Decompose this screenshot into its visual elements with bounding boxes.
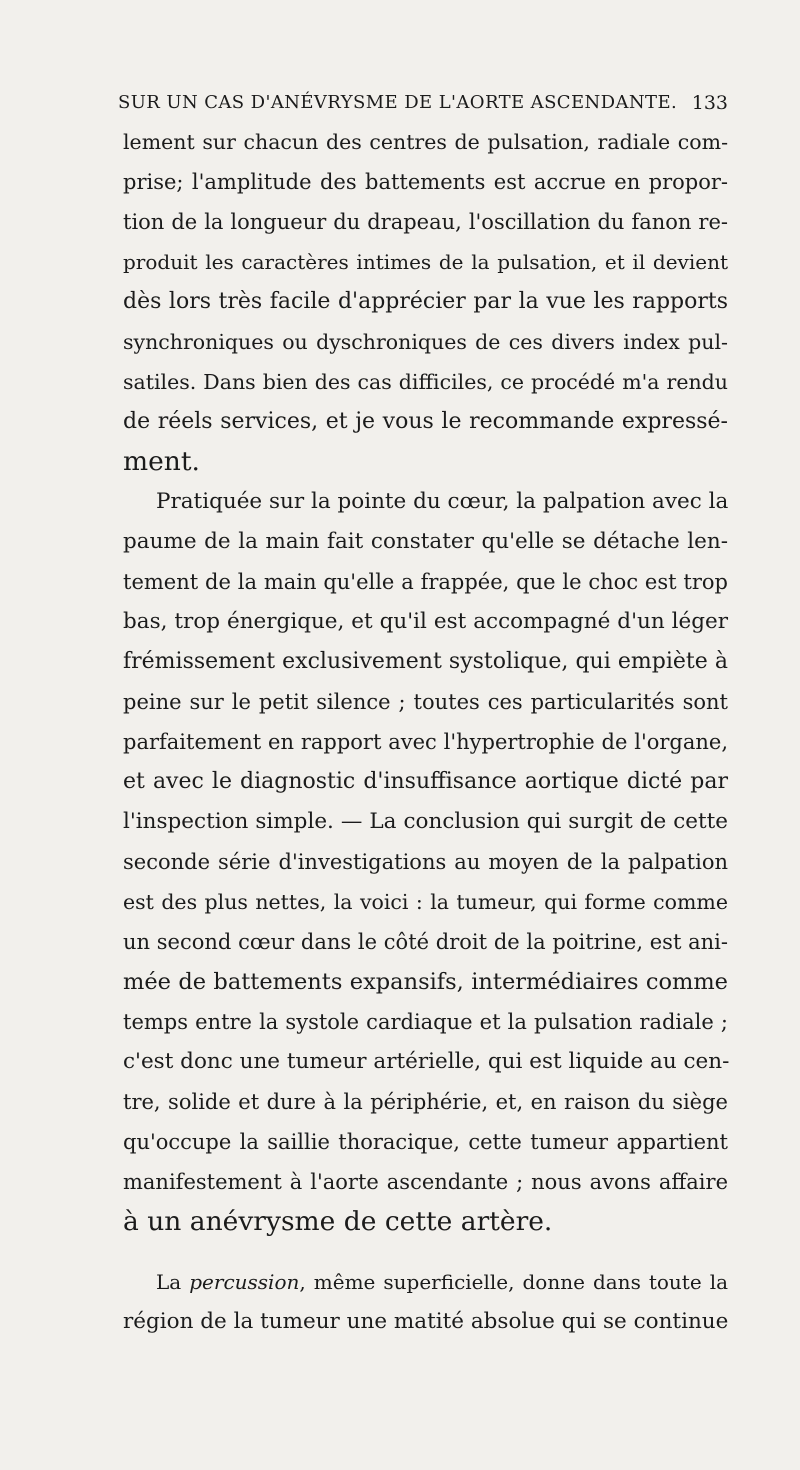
text-line: l'inspection simple. — La conclusion qui surgit de cette bbox=[123, 809, 728, 834]
text-line: tre, solide et dure à la périphérie, et, en raison du siège bbox=[123, 1090, 728, 1114]
text-line: bas, trop énergique, et qu'il est accompagné d'un léger bbox=[123, 609, 728, 634]
text-line: parfaitement en rapport avec l'hypertrophie de l'organe, bbox=[123, 730, 728, 754]
text-line: qu'occupe la saillie thoracique, cette tumeur appartient bbox=[123, 1130, 728, 1154]
running-title: SUR UN CAS D'ANÉVRYSME DE L'AORTE ASCENDANTE. bbox=[118, 92, 678, 113]
text-line: de réels services, et je vous le recommande expressé- bbox=[123, 409, 728, 434]
text-line: à un anévrysme de cette artère. bbox=[123, 1206, 553, 1237]
text-line: dès lors très facile d'apprécier par la vue les rapports bbox=[123, 289, 728, 314]
text-line: un second cœur dans le côté droit de la poitrine, est ani- bbox=[123, 930, 728, 954]
line-rest: , même superficielle, donne dans toute la bbox=[299, 1270, 729, 1294]
text-line: produit les caractères intimes de la pulsation, et il devient bbox=[123, 250, 728, 274]
text-line: peine sur le petit silence ; toutes ces particularités sont bbox=[123, 690, 728, 714]
text-line: seconde série d'investigations au moyen de la palpation bbox=[123, 850, 728, 874]
text-line: manifestement à l'aorte ascendante ; nous avons affaire bbox=[123, 1170, 728, 1194]
text-line: temps entre la systole cardiaque et la pulsation radiale ; bbox=[123, 1010, 728, 1034]
text-line: frémissement exclusivement systolique, qui empiète à bbox=[123, 649, 728, 674]
text-line: tement de la main qu'elle a frappée, que le choc est trop bbox=[123, 570, 728, 594]
text-line: et avec le diagnostic d'insuffisance aortique dicté par bbox=[123, 769, 728, 794]
text-line: lement sur chacun des centres de pulsation, radiale com- bbox=[123, 130, 728, 154]
text-line: Pratiquée sur la pointe du cœur, la palpation avec la bbox=[156, 489, 729, 514]
text-line bbox=[156, 1262, 728, 1302]
text-line: tion de la longueur du drapeau, l'oscillation du fanon re- bbox=[123, 210, 728, 234]
text-line: région de la tumeur une matité absolue qui se continue bbox=[123, 1309, 729, 1334]
text-line: paume de la main fait constater qu'elle se détache len- bbox=[123, 529, 728, 554]
text-line: satiles. Dans bien des cas difficiles, ce procédé m'a rendu bbox=[123, 370, 728, 394]
text-line: prise; l'amplitude des battements est accrue en propor- bbox=[123, 170, 728, 194]
text-line: c'est donc une tumeur artérielle, qui est liquide au cen- bbox=[123, 1049, 730, 1074]
text-line: ment. bbox=[123, 446, 200, 477]
text-line: mée de battements expansifs, intermédiaires comme bbox=[123, 969, 728, 995]
running-head bbox=[118, 92, 728, 116]
italic-term: percussion bbox=[189, 1270, 300, 1294]
lead-word: La bbox=[156, 1270, 182, 1294]
page-number: 133 bbox=[691, 92, 728, 114]
text-line: est des plus nettes, la voici : la tumeur, qui forme comme bbox=[123, 890, 728, 914]
text-line: synchroniques ou dyschroniques de ces divers index pul- bbox=[123, 330, 728, 354]
